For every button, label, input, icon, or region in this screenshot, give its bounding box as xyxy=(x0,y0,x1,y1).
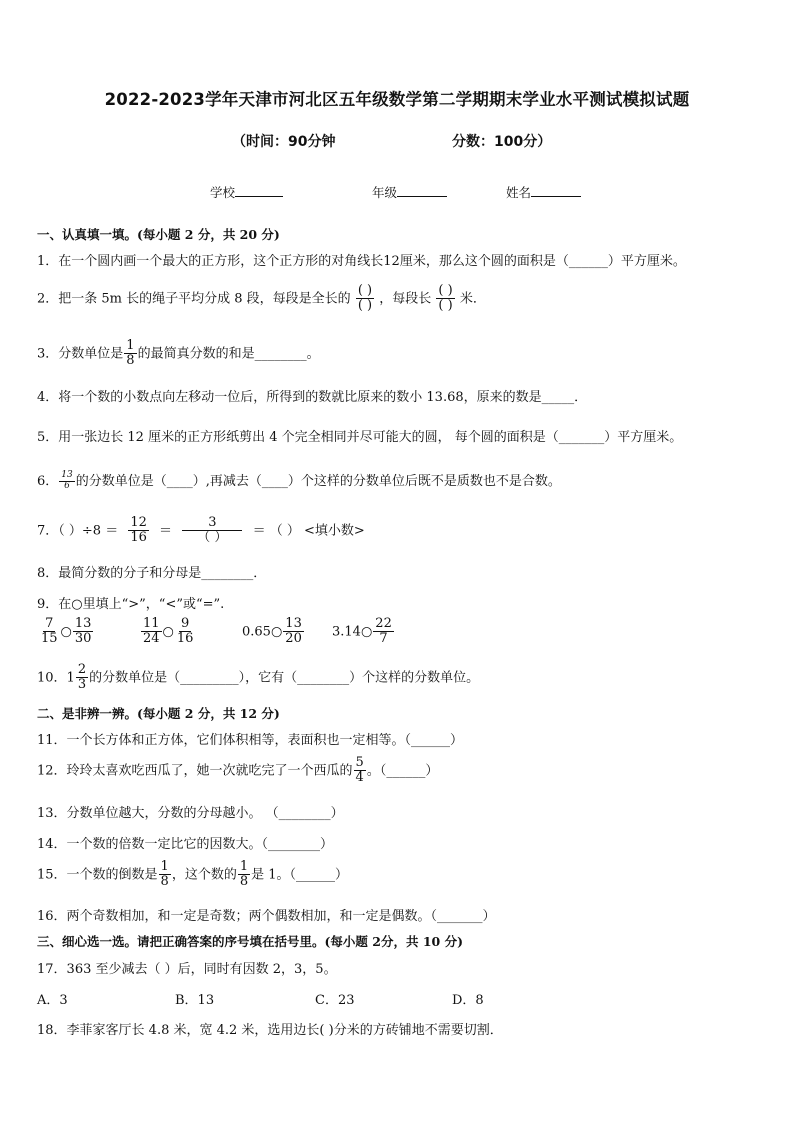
school-blank[interactable] xyxy=(235,184,283,198)
q17-option-c[interactable]: C．23 xyxy=(315,993,355,1008)
q7-equals: ＝ xyxy=(159,523,173,539)
q17-option-d[interactable]: D．8 xyxy=(452,993,484,1008)
page-title: 2022-2023学年天津市河北区五年级数学第二学期期末学业水平测试模拟试题 xyxy=(104,90,690,109)
section-3-heading: 三、细心选一选。请把正确答案的序号填在括号里。(每小题 2分，共 10 分) xyxy=(37,934,463,949)
q10-fraction: $\frac{2}{3}$ xyxy=(77,662,87,693)
question-3 xyxy=(37,339,320,369)
question-6 xyxy=(37,470,561,492)
q15-stem: 15．一个数的倒数是 xyxy=(37,867,158,883)
q9-item-d: 3.14○ $\frac{22}{7}$ xyxy=(332,616,392,647)
question-7 xyxy=(37,516,365,546)
q2-fraction-1: $\frac{( )}{( )}$ xyxy=(357,283,373,314)
exam-time: （时间：90分钟 xyxy=(232,134,336,150)
grade-label: 年级 xyxy=(372,185,398,200)
q12-post: 。（______） xyxy=(366,763,439,779)
q6-fraction: $\frac{13}{6}$ xyxy=(61,470,73,491)
section-1-heading: 一、认真填一填。(每小题 2 分，共 20 分) xyxy=(37,227,280,242)
question-4: 4．将一个数的小数点向左移动一位后，所得到的数就比原来的数小 13.68，原来的数是_____． xyxy=(37,390,588,405)
q3-post: 的最简真分数的和是________。 xyxy=(137,346,320,362)
q6-number: 6． xyxy=(37,474,59,489)
q9-item-b: $\frac{11}{24}$ ○ $\frac{9}{16}$ xyxy=(143,616,194,647)
q7-post: ＝ （ ） <填小数> xyxy=(252,523,365,539)
question-11: 11．一个长方体和正方体，它们体积相等，表面积也一定相等。（______） xyxy=(37,733,464,748)
q7-fraction-blank: $\frac{3}{( )}$ xyxy=(182,516,242,546)
q6-post: 的分数单位是（____）,再减去（____）个这样的分数单位后既不是质数也不是合数。 xyxy=(75,474,561,489)
q15-post: 是 1。（______） xyxy=(251,867,349,883)
q2-fraction-2: $\frac{( )}{( )}$ xyxy=(438,283,453,314)
question-12 xyxy=(37,756,438,786)
q10-post: 的分数单位是（_________），它有（________）个这样的分数单位。 xyxy=(89,670,480,686)
q10-whole: 10．1 xyxy=(37,670,75,686)
q7-fraction: $\frac{12}{16}$ xyxy=(130,515,147,546)
question-8: 8．最简分数的分子和分母是________． xyxy=(37,566,267,581)
name-field xyxy=(506,183,581,201)
q7-stem: 7．（ ）÷8 ＝ xyxy=(37,523,119,539)
school-label: 学校 xyxy=(210,185,236,200)
q2-stem: 2．把一条 5m 长的绳子平均分成 8 段，每段是全长的 xyxy=(37,291,351,307)
grade-blank[interactable] xyxy=(397,184,447,198)
q9-item-a: $\frac{7}{15}$ ○ $\frac{13}{30}$ xyxy=(41,616,92,647)
question-15 xyxy=(37,860,348,890)
q3-fraction: $\frac{1}{8}$ xyxy=(126,338,135,369)
q15-mid: ，这个数的 xyxy=(171,867,237,883)
q2-post: 米． xyxy=(459,291,486,307)
q12-stem: 12．玲玲太喜欢吃西瓜了，她一次就吃完了一个西瓜的 xyxy=(37,763,353,779)
compare-circle[interactable]: ○ xyxy=(60,624,72,640)
question-10 xyxy=(37,663,479,693)
question-13: 13．分数单位越大，分数的分母越小。 （________） xyxy=(37,806,344,821)
grade-field xyxy=(372,183,447,201)
q12-fraction: $\frac{5}{4}$ xyxy=(355,755,364,786)
q9-item-c: 0.65○ $\frac{13}{20}$ xyxy=(242,616,302,647)
question-17: 17．363 至少减去（ ）后，同时有因数 2，3，5。 xyxy=(37,962,337,977)
exam-score: 分数：100分） xyxy=(452,134,552,150)
question-16: 16．两个奇数相加，和一定是奇数；两个偶数相加，和一定是偶数。（_______） xyxy=(37,909,496,924)
q3-stem: 3．分数单位是 xyxy=(37,346,124,362)
q15-fraction-1: $\frac{1}{8}$ xyxy=(160,859,169,890)
q2-mid: ，每段长 xyxy=(379,291,432,307)
q17-option-a[interactable]: A．3 xyxy=(37,993,68,1008)
question-1: 1．在一个圆内画一个最大的正方形，这个正方形的对角线长12厘米，那么这个圆的面积是（______）平方厘米。 xyxy=(37,254,686,269)
name-blank[interactable] xyxy=(531,184,581,198)
compare-circle[interactable]: ○ xyxy=(162,624,174,640)
question-9: 9．在○里填上“>”，“<”或“=”. xyxy=(37,597,225,612)
question-2 xyxy=(37,284,486,314)
question-14: 14．一个数的倍数一定比它的因数大。（________） xyxy=(37,837,334,852)
question-18: 18．李菲家客厅长 4.8 米，宽 4.2 米，选用边长( )分米的方砖铺地不需要切割． xyxy=(37,1023,503,1038)
question-5: 5．用一张边长 12 厘米的正方形纸剪出 4 个完全相同并尽可能大的圆， 每个圆的面积是（_______）平方厘米。 xyxy=(37,430,683,445)
school-field xyxy=(210,183,283,201)
q17-option-b[interactable]: B．13 xyxy=(175,993,215,1008)
q15-fraction-2: $\frac{1}{8}$ xyxy=(239,859,249,890)
name-label: 姓名 xyxy=(506,185,532,200)
section-2-heading: 二、是非辨一辨。(每小题 2 分，共 12 分) xyxy=(37,706,280,721)
